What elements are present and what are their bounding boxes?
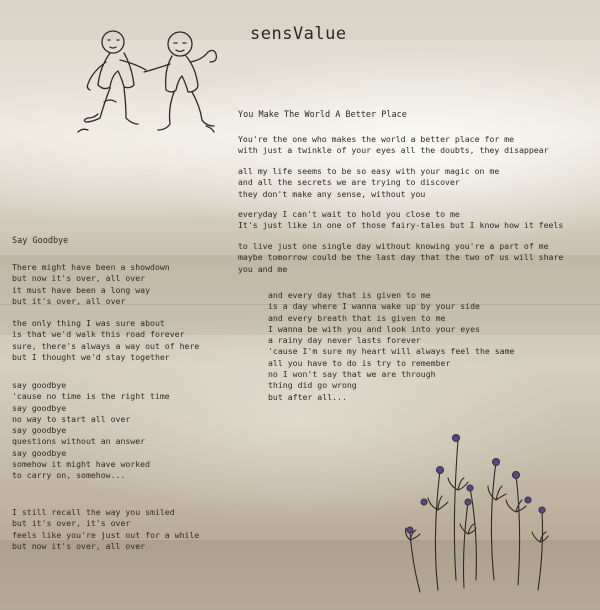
- lyric-line: maybe tomorrow could be the last day that the two of us will share: [238, 252, 564, 263]
- lyric-line: You're the one who makes the world a better place for me: [238, 134, 515, 144]
- lyric-line: I wanna be with you and look into your eyes: [268, 323, 480, 334]
- lyric-line: say goodbye: [12, 380, 67, 390]
- lyric-line: no I won't say that we are through: [268, 369, 436, 380]
- lyric-line: sure, there's always a way out of here: [12, 340, 200, 351]
- two-figures-doodle-icon: [68, 22, 228, 142]
- lyric-line: is a day where I wanna wake up by your side: [268, 301, 480, 312]
- lyric-line: all you have to do is try to remember: [268, 357, 451, 368]
- lyric-line: I still recall the way you smiled: [12, 507, 175, 517]
- lyric-line: and all the secrets we are trying to discover: [238, 177, 460, 188]
- lyric-line: is that we'd walk this road forever: [12, 329, 185, 340]
- lyric-line: feels like you're just out for a while: [12, 529, 200, 540]
- flower-hands-doodle-icon: [398, 430, 568, 600]
- lyric-line: say goodbye: [12, 425, 67, 436]
- lyric-line: but now it's over, all over: [12, 540, 146, 551]
- right-stanza-5: [268, 290, 514, 403]
- left-stanza-1: [12, 262, 170, 307]
- lyric-line: but it's over, it's over: [12, 518, 131, 529]
- song-title-right: You Make The World A Better Place: [238, 110, 407, 120]
- lyric-line: but after all...: [268, 391, 347, 402]
- right-stanza-3: [238, 209, 563, 232]
- lyric-line: with just a twinkle of your eyes all the doubts, they disappear: [238, 145, 549, 156]
- lyric-line: to live just one single day without knowing you're a part of me: [238, 241, 549, 251]
- lyric-line: no way to start all over: [12, 413, 131, 424]
- lyric-line: to carry on, somehow...: [12, 470, 126, 481]
- lyric-line: thing did go wrong: [268, 380, 357, 391]
- lyric-line: say goodbye: [12, 402, 67, 413]
- right-stanza-2: [238, 166, 499, 200]
- left-stanza-2: [12, 318, 199, 363]
- right-stanza-1: [238, 134, 549, 157]
- lyric-line: the only thing I was sure about: [12, 318, 165, 328]
- lyric-line: they don't make any sense, without you: [238, 188, 426, 199]
- lyric-line: and every breath that is given to me: [268, 312, 446, 323]
- left-stanza-4: [12, 507, 199, 552]
- lyric-line: somehow it might have worked: [12, 459, 151, 470]
- lyric-line: It's just like in one of those fairy-tales but I know how it feels: [238, 220, 564, 231]
- lyric-line: There might have been a showdown: [12, 262, 170, 272]
- lyric-line: questions without an answer: [12, 436, 146, 447]
- lyric-line: say goodbye: [12, 447, 67, 458]
- lyric-line: it must have been a long way: [12, 284, 151, 295]
- lyric-line: you and me: [238, 263, 288, 274]
- lyric-line: but now it's over, all over: [12, 273, 146, 284]
- left-stanza-3: [12, 380, 170, 482]
- right-stanza-4: [238, 241, 563, 275]
- lyric-line: but it's over, all over: [12, 295, 126, 306]
- lyric-line: 'cause no time is the right time: [12, 391, 170, 402]
- lyric-line: all my life seems to be so easy with your magic on me: [238, 166, 500, 176]
- lyric-line: and every day that is given to me: [268, 290, 431, 300]
- song-title-left: Say Goodbye: [12, 236, 69, 246]
- lyric-line: 'cause I'm sure my heart will always feel the same: [268, 346, 515, 357]
- lyric-line: everyday I can't wait to hold you close to me: [238, 209, 460, 219]
- lyric-line: but I thought we'd stay together: [12, 351, 170, 362]
- band-name-title: sensValue: [250, 24, 347, 44]
- lyric-line: a rainy day never lasts forever: [268, 335, 421, 346]
